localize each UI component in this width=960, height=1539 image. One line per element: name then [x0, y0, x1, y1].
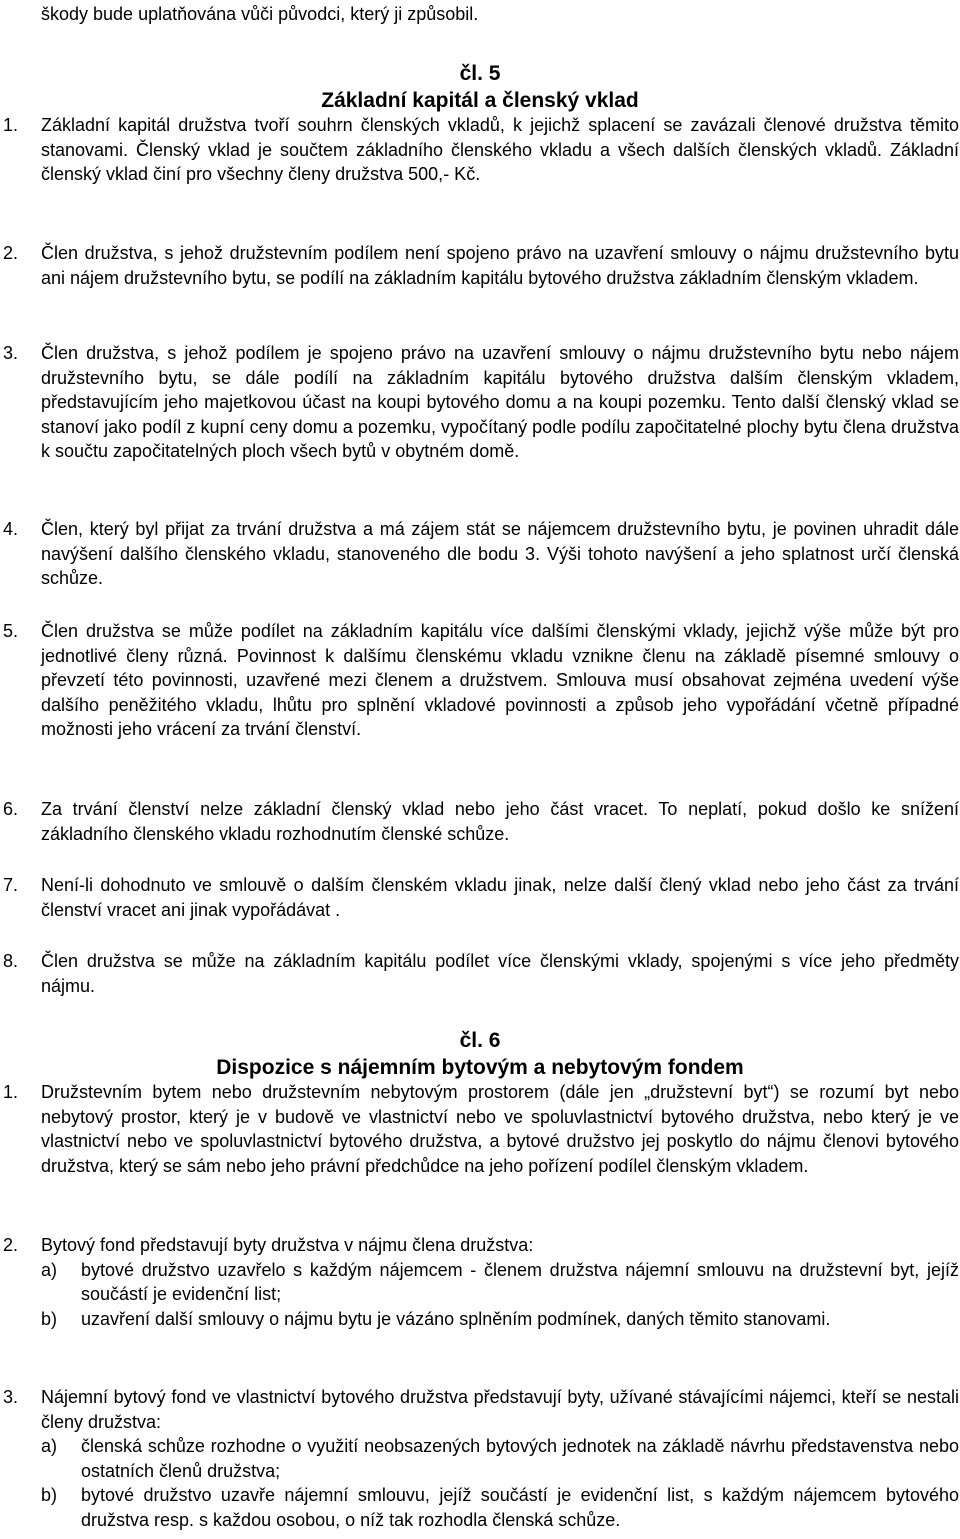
sub-item-text: bytové družstvo uzavře nájemní smlouvu, jejíž součástí je evidenční list, s každým nájemcem bytového družstva resp. s každou osobou, o níž tak rozhodla členská schůze.	[81, 1485, 959, 1530]
item-number: 8.	[3, 951, 19, 971]
item-text: Člen družstva se může podílet na základním kapitálu více dalšími členskými vklady, jejichž výše může být pro jednotlivé členy různá. Povinnost k dalšímu členskému vkladu vznikne členu na základě písemné smlouvy o převzetí této povinnosti, uzavřené mezi členem a družstvem. Smlouva musí obsahovat zejména uvedení výše dalšího peněžitého vkladu, lhůtu pro splnění vkladové povinnosti a způsob jeho vypořádání včetně případné možnosti jeho vrácení za trvání členství.	[41, 621, 959, 740]
item-number: 7.	[3, 875, 19, 895]
article-5-item-3	[0, 341, 959, 464]
sub-item-letter: b)	[41, 1308, 58, 1329]
article-5-item-5	[0, 619, 959, 742]
sub-item-b	[0, 1483, 959, 1532]
article-6-item-1	[0, 1080, 959, 1178]
article-5-item-8	[0, 949, 959, 998]
article-5-item-1	[0, 113, 959, 187]
sub-item-a	[0, 1258, 959, 1307]
sub-item-text: bytové družstvo uzavřelo s každým nájemcem - členem družstva nájemní smlouvu na družstevní byt, jejíž součástí je evidenční list;	[81, 1259, 959, 1305]
article-6-item-2	[0, 1233, 959, 1331]
article-5-item-2	[0, 241, 959, 290]
sub-item-text: členská schůze rozhodne o využití neobsazených bytových jednotek na základě návrhu představenstva nebo ostatních členů družstva;	[81, 1436, 959, 1481]
item-text: Člen družstva, s jehož družstevním podílem není spojeno právo na uzavření smlouvy o nájmu družstevního bytu ani nájem družstevního bytu, se podílí na základním kapitálu bytového družstva základním členským vkladem.	[41, 243, 959, 288]
item-number: 2.	[3, 243, 19, 263]
sub-item-letter: a)	[41, 1436, 58, 1457]
item-text: Není-li dohodnuto ve smlouvě o dalším členském vkladu jinak, nelze další člený vklad nebo jeho část za trvání členství vracet ani jinak vypořádávat .	[41, 875, 959, 920]
item-text: Člen družstva, s jehož podílem je spojeno právo na uzavření smlouvy o nájmu družstevního bytu nebo nájem družstevního bytu, se dále podílí na základním kapitálu bytového družstva dalším členským vkladem, představujícím jeho majetkovou účast na koupi bytového domu a na koupi pozemku. Tento další členský vklad se stanoví jako podíl z kupní ceny domu a pozemku, vypočítaný podle podílu započitatelné plochy bytu člena družstva k součtu započitatelných ploch všech bytů v obytném domě.	[41, 343, 959, 462]
article-5-item-6	[0, 797, 959, 846]
item-text: Bytový fond představují byty družstva v nájmu člena družstva:	[41, 1235, 534, 1255]
article-6-number: čl. 6	[459, 1029, 501, 1052]
article-6-title: Dispozice s nájemním bytovým a nebytovým fondem	[216, 1056, 744, 1079]
sub-item-text: uzavření další smlouvy o nájmu bytu je vázáno splněním podmínek, daných těmito stanovami.	[81, 1308, 831, 1329]
article-6-item-3	[0, 1385, 959, 1533]
continuation-text: škody bude uplatňována vůči původci, který ji způsobil.	[41, 4, 479, 24]
item-text: Za trvání členství nelze základní členský vklad nebo jeho část vracet. To neplatí, pokud došlo ke snížení základního členského vkladu rozhodnutím členské schůze.	[41, 799, 959, 844]
sub-item-letter: a)	[41, 1259, 58, 1280]
item-text: Člen družstva se může na základním kapitálu podílet více členskými vklady, spojenými s více jeho předměty nájmu.	[41, 951, 959, 996]
article-5-item-7	[0, 873, 959, 922]
item-text: Nájemní bytový fond ve vlastnictví bytového družstva představují byty, užívané stávajícími nájemci, kteří se nestali členy družstva:	[41, 1387, 959, 1432]
item-text: Základní kapitál družstva tvoří souhrn členských vkladů, k jejichž splacení se zavázali členové družstva těmito stanovami. Členský vklad je součtem základního členského vkladu a všech dalších členských vkladů. Základní členský vklad činí pro všechny členy družstva 500,- Kč.	[41, 115, 959, 185]
item-number: 6.	[3, 799, 19, 819]
sub-item-b	[0, 1307, 959, 1332]
sub-item-letter: b)	[41, 1485, 58, 1506]
item-text: Družstevním bytem nebo družstevním nebytovým prostorem (dále jen „družstevní byt“) se rozumí byt nebo nebytový prostor, který je v budově ve vlastnictví nebo ve spoluvlastnictví bytového družstva, nebo který je ve vlastnictví nebo ve spoluvlastnictví bytového družstva, a bytové družstvo jej poskytlo do nájmu členovi bytového družstva, který se sám nebo jeho právní předchůdce na jeho pořízení podílel členským vkladem.	[41, 1082, 959, 1176]
item-number: 3.	[3, 343, 19, 363]
article-5-item-4	[0, 517, 959, 591]
item-number: 3.	[3, 1387, 19, 1407]
item-number: 4.	[3, 519, 19, 539]
article-5-title: Základní kapitál a členský vklad	[321, 89, 639, 112]
item-number: 1.	[3, 115, 19, 135]
item-number: 2.	[3, 1235, 19, 1255]
article-5-number: čl. 5	[459, 62, 501, 85]
item-number: 1.	[3, 1082, 19, 1102]
sub-item-a	[0, 1434, 959, 1483]
item-text: Člen, který byl přijat za trvání družstva a má zájem stát se nájemcem družstevního bytu, je povinen uhradit dále navýšení dalšího členského vkladu, stanoveného dle bodu 3. Výši tohoto navýšení a jeho splatnost určí členská schůze.	[41, 519, 959, 589]
item-number: 5.	[3, 621, 19, 641]
